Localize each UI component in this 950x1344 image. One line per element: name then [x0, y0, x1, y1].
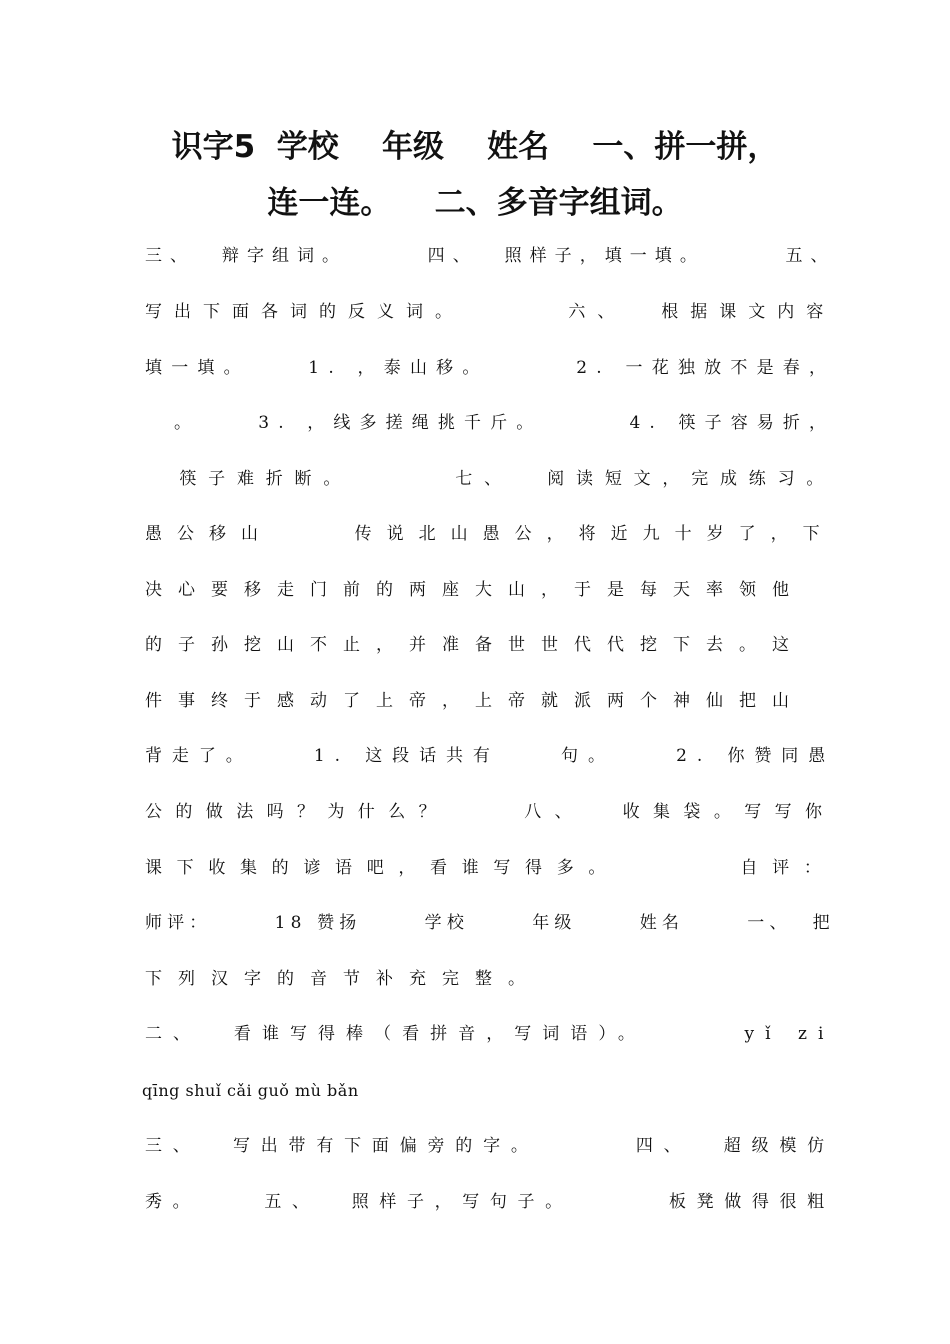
body-line-1: 三、 辩字组词。 四、 照样子，填一填。 五、 — [145, 246, 836, 266]
body-line-10: 背走了。 1. 这段话共有 句。 2. 你赞同愚 — [145, 746, 836, 766]
body-line-13: 师评： 18 赞扬 学校 年级 姓名 一、 把 — [145, 913, 835, 933]
body-line-17: 三、 写出带有下面偏旁的字。 四、 超级模仿 — [145, 1136, 835, 1156]
body-line-2: 写出下面各词的反义词。 六、 根据课文内容 — [145, 302, 836, 322]
page-title-line-1: 识字5 学校 年级 姓名 一、拼一拼， — [171, 129, 779, 165]
body-line-14: 下列汉字的音节补充完整。 — [145, 969, 541, 989]
body-line-12: 课下收集的谚语吧，看谁写得多。 自评： — [145, 858, 836, 878]
body-line-8: 的子孙挖山不止，并准备世世代代挖下去。这 — [145, 635, 805, 655]
body-line-9: 件事终于感动了上帝，上帝就派两个神仙把山 — [145, 691, 805, 711]
page-title-line-2: 连一连。 二、多音字组词。 — [267, 185, 683, 221]
body-line-7: 决心要移走门前的两座大山，于是每天率领他 — [145, 580, 805, 600]
pinyin-line: qīng shuǐ cǎi guǒ mù bǎn — [142, 1081, 359, 1100]
body-line-18: 秀。 五、 照样子，写句子。 板凳做得很粗 — [145, 1192, 835, 1212]
body-line-4: 。 3. ，线多搓绳挑千斤。 4. 筷子容易折， — [145, 413, 836, 433]
body-line-15: 二、 看谁写得棒（看拼音，写词语）。 yǐ zi — [145, 1024, 835, 1044]
body-line-3: 填一填。 1. ，泰山移。 2. 一花独放不是春， — [145, 358, 836, 378]
body-line-5: 筷子难折断。 七、 阅读短文，完成练习。 — [145, 469, 836, 489]
body-line-11: 公的做法吗？为什么？ 八、 收集袋。写写你 — [145, 802, 836, 822]
body-line-6: 愚公移山 传说北山愚公，将近九十岁了，下 — [145, 524, 835, 544]
